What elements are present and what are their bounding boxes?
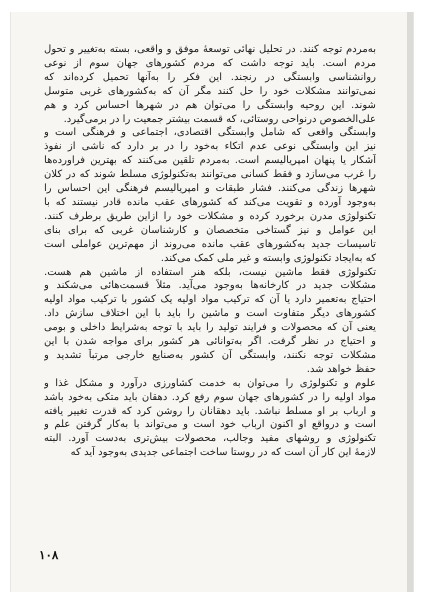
paragraph bbox=[44, 126, 376, 265]
paragraph bbox=[44, 377, 376, 460]
text-line: را غرب می‌سازد و فقط کسانی می‌توانند به‌تکنولوژی مسلط شوند که در کلان bbox=[44, 169, 376, 181]
text-line: وابستگی واقعی که شامل وابستگی اقتصادی، اجتماعی و فرهنگی است و bbox=[44, 127, 376, 139]
text-line: کشورهای دیگر متفاوت است و ماشین را باید با این اختلاف سازش داد. bbox=[44, 308, 376, 320]
text-line: به‌وجود آورده و تقویت می‌کند که کشورهای عقب مانده قادر نیستند که با bbox=[44, 196, 376, 208]
text-line: روانشناسی وابستگی در رنجند. این فکر را به‌آنها تحمیل کرده‌اند که bbox=[44, 71, 376, 83]
text-line: نمی‌توانند مشکلات خود را حل کنند مگر آن که به‌کشورهای غربی متوسل bbox=[44, 85, 376, 97]
text-line: حفظ خواهد شد. bbox=[306, 363, 376, 375]
text-line: لازمهٔ این کار آن است که در روستا ساخت اجتماعی جدیدی به‌وجود آید که bbox=[70, 447, 376, 459]
text-line: و ارباب بر او مسلط نباشد. باید دهقانان را روشن کرد که قدرت تغییر یافته bbox=[44, 405, 376, 417]
text-line: شهرها زندگی می‌کنند. فشار طبقات و امپریالیسم فرهنگی این احساس را bbox=[44, 183, 376, 195]
text-line: مردم است. باید توجه داشت که مردم کشورهای جهان سوم از نوعی bbox=[44, 57, 376, 69]
page-number: ۱۰۸ bbox=[39, 548, 59, 562]
text-line: تکنولوژی فقط ماشین نیست، بلکه هنر استفاده از ماشین هم هست. bbox=[44, 266, 376, 278]
text-line: تاسیسات جدید به‌کشورهای عقب مانده می‌روند از مهم‌ترین عواملی است bbox=[44, 238, 376, 250]
page-body-text bbox=[44, 43, 376, 460]
text-line: مشکلات توجه نکنند، وابستگی آن کشور به‌صنایع خارجی مرتباً تشدید و bbox=[44, 349, 376, 361]
text-line: نیز این وابستگی نوعی عدم اتکاء به‌خود را در بر دارد که ناشی از نفوذ bbox=[44, 141, 376, 153]
text-line: احتیاج به‌تعمیر دارد یا آن که ترکیب مواد اولیه یک کشور با ترکیب مواد اولیه bbox=[44, 294, 376, 306]
text-line: به‌مردم توجه کنند. در تحلیل نهائی توسعهٔ موفق و واقعی، بسته به‌تغییر و تحول bbox=[44, 44, 376, 55]
text-line: یعنی آن که محصولات و فرایند تولید را باید با توجه به‌شرایط داخلی و بومی bbox=[44, 322, 376, 334]
text-line: تکنولوژی و روشهای مفید وجالب، محصولات بیش‌تری به‌دست آورد. البته bbox=[44, 433, 376, 445]
text-line: این عوامل و نیز گستاخی متخصصان و کارشناسان غربی که برای بنای bbox=[44, 224, 376, 236]
text-line: است و درواقع او اکنون ارباب خود است و می‌تواند با به‌کار گرفتن علم و bbox=[44, 419, 376, 431]
text-line: و احتیاج در نظر گرفت. اگر به‌توانائی هر کشور برای مواجه شدن با این bbox=[44, 336, 376, 348]
text-line: علوم و تکنولوژی را می‌توان به خدمت کشاورزی درآورد و مشکل غذا و bbox=[44, 377, 376, 389]
text-line: علی‌الخصوص درنواحی روستائی، که قسمت بیشتر جمعیت را در برمی‌گیرد. bbox=[63, 113, 376, 125]
text-line: آشکار یا پنهان امپریالیسم است. به‌مردم تلقین می‌کنند که بهترین فراورده‌ها bbox=[44, 155, 376, 167]
text-line: شوند. این روحیه وابستگی را می‌توان هم در شهرها احساس کرد و هم bbox=[44, 99, 376, 111]
text-line: تکنولوژی مدرن برخورد کرده و مشکلات خود را ازاین طریق برطرف کنند. bbox=[44, 210, 376, 222]
paragraph bbox=[44, 266, 376, 377]
text-line: مشکلات جدید در کارخانه‌ها به‌وجود می‌آید. مثلاً قسمت‌هائی می‌شکند و bbox=[44, 280, 376, 292]
page-edge-shadow bbox=[407, 12, 413, 592]
text-line: مواد اولیه را در کشورهای جهان سوم رفع کرد. دهقان باید متکی به‌خود باشد bbox=[44, 391, 376, 403]
paragraph bbox=[44, 43, 376, 126]
text-line: که به‌ایجاد تکنولوژی وابسته و غیر ملی کمک می‌کند. bbox=[160, 252, 376, 264]
